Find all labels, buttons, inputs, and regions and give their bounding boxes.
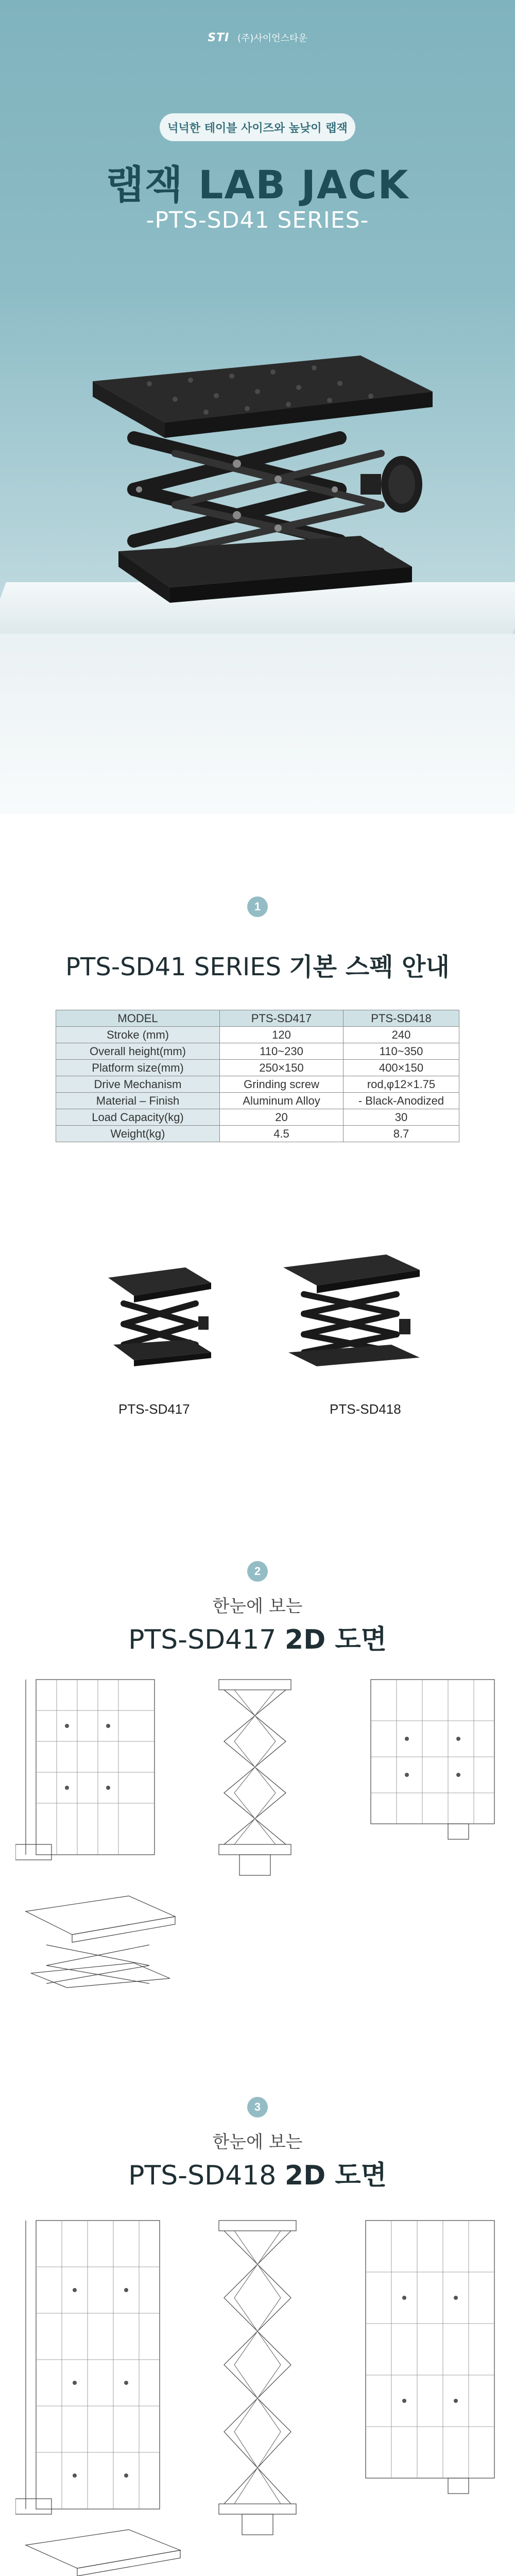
drawing-title-sd418 — [0, 2154, 515, 2192]
drawing-model-sd417: PTS-SD417 — [128, 1624, 277, 1655]
row-label: Platform size(mm) — [56, 1060, 220, 1076]
drawing-suffix-sd417: 2D 도면 — [284, 1624, 387, 1655]
table-row — [56, 1060, 459, 1076]
technical-drawing-sd418 — [15, 2210, 500, 2576]
drawing-suffix-sd418: 2D 도면 — [284, 2160, 387, 2191]
table-cell: 30 — [344, 1109, 459, 1126]
table-cell: 110~350 — [344, 1043, 459, 1060]
table-cell: 20 — [220, 1109, 344, 1126]
hero-badge: 넉넉한 테이블 사이즈와 높낮이 랩잭 — [160, 113, 355, 141]
table-cell: 400×150 — [344, 1060, 459, 1076]
hero-banner — [0, 0, 515, 814]
hero-subtitle: -PTS-SD41 SERIES- — [146, 207, 369, 233]
hero-title: 랩잭 LAB JACK — [106, 162, 409, 208]
brand-mark: STI — [208, 31, 230, 44]
table-cell: - Black-Anodized — [344, 1093, 459, 1109]
product-image-sd418 — [273, 1247, 427, 1370]
table-header-cell: MODEL — [56, 1010, 220, 1027]
step-badge-3: 3 — [247, 2097, 268, 2117]
drawing-title-sd417 — [0, 1618, 515, 1656]
brand-logo — [0, 31, 515, 44]
table-header-row — [56, 1010, 459, 1027]
table-cell: 4.5 — [220, 1126, 344, 1142]
row-label: Stroke (mm) — [56, 1027, 220, 1043]
table-row — [56, 1093, 459, 1109]
product-image-sd417 — [98, 1257, 221, 1370]
product-label-sd417: PTS-SD417 — [118, 1401, 190, 1417]
row-label: Overall height(mm) — [56, 1043, 220, 1060]
table-cell: rod,φ12×1.75 — [344, 1076, 459, 1093]
spec-title-suffix: 기본 스펙 안내 — [289, 953, 450, 981]
table-row — [56, 1076, 459, 1093]
table-row — [56, 1043, 459, 1060]
table-header-cell: PTS-SD417 — [220, 1010, 344, 1027]
row-label: Drive Mechanism — [56, 1076, 220, 1093]
table-cell: Aluminum Alloy — [220, 1093, 344, 1109]
table-cell: 110~230 — [220, 1043, 344, 1060]
spec-title-prefix: PTS-SD41 SERIES — [65, 953, 281, 981]
drawing-subtitle-sd418: 한눈에 보는 — [212, 2132, 303, 2153]
brand-name: (주)사이언스타운 — [237, 33, 307, 44]
table-cell: 8.7 — [344, 1126, 459, 1142]
step-badge-1: 1 — [247, 896, 268, 917]
row-label: Load Capacity(kg) — [56, 1109, 220, 1126]
table-header-cell: PTS-SD418 — [344, 1010, 459, 1027]
drawing-subtitle-sd417: 한눈에 보는 — [212, 1596, 303, 1617]
table-cell: 250×150 — [220, 1060, 344, 1076]
step-badge-2: 2 — [247, 1561, 268, 1582]
table-cell: Grinding screw — [220, 1076, 344, 1093]
table-row — [56, 1126, 459, 1142]
pedestal — [0, 634, 515, 814]
technical-drawing-sd417 — [15, 1669, 500, 1989]
table-row — [56, 1109, 459, 1126]
lab-jack-hero-image — [72, 335, 443, 623]
spec-table — [56, 1010, 459, 1142]
row-label: Material – Finish — [56, 1093, 220, 1109]
row-label: Weight(kg) — [56, 1126, 220, 1142]
product-label-sd418: PTS-SD418 — [330, 1401, 401, 1417]
spec-section-title — [0, 947, 515, 982]
table-cell: 240 — [344, 1027, 459, 1043]
table-cell: 120 — [220, 1027, 344, 1043]
table-row — [56, 1027, 459, 1043]
drawing-model-sd418: PTS-SD418 — [128, 2160, 277, 2191]
